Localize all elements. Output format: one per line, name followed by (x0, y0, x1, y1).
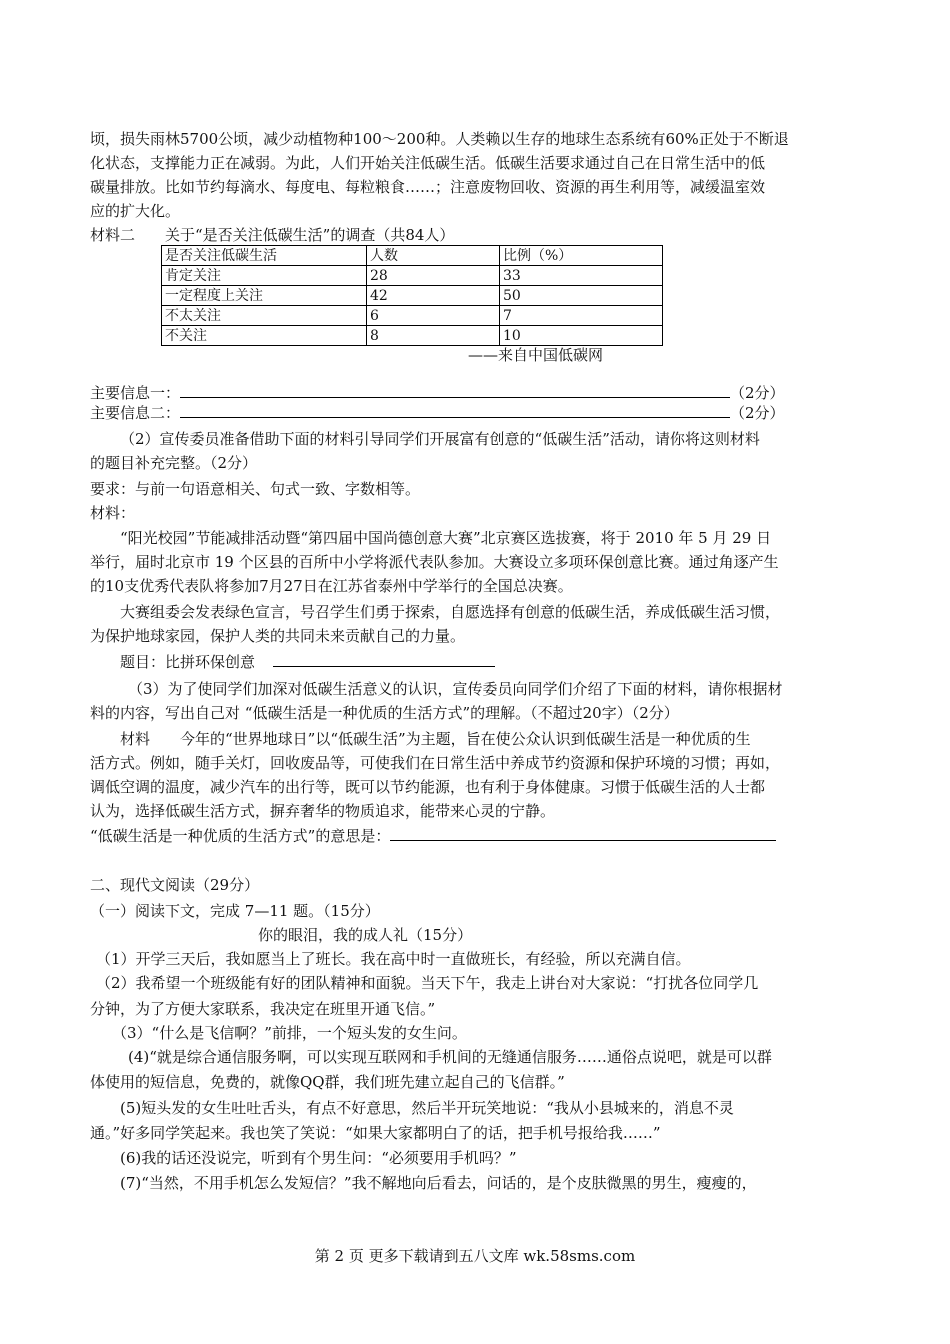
table-cell: 33 (500, 266, 663, 286)
table-row (162, 326, 663, 346)
header-cell: 是否关注低碳生活 (162, 246, 367, 266)
article-para-4b: 体使用的短信息，免费的，就像QQ群，我们班先建立起自己的飞信群。” (90, 1073, 565, 1091)
q2-p2-line-1: 大赛组委会发表绿色宣言，号召学生们勇于探索，自愿选择有创意的低碳生活，养成低碳生活习惯， (120, 603, 781, 621)
table-cell: 10 (500, 326, 663, 346)
section2-heading: 二、现代文阅读（29分） (90, 876, 260, 894)
material2-label: 材料二 关于“是否关注低碳生活”的调查（共84人） (90, 226, 455, 244)
info1-label: 主要信息一： (90, 384, 181, 402)
info1-row (90, 382, 785, 404)
q2-material-label: 材料： (90, 504, 136, 522)
article-para-4a: (4)“就是综合通信服务啊，可以实现互联网和手机间的无缝通信服务……通俗点说吧，就是可以群 (128, 1048, 772, 1066)
table-cell: 8 (367, 326, 500, 346)
q3-material-line-3: 调低空调的温度，减少汽车的出行等，既可以节约能源，也有利于身体健康。习惯于低碳生活的人士都 (90, 778, 766, 796)
info2-answer-blank[interactable] (180, 402, 730, 418)
info2-row (90, 402, 785, 424)
q2-p2-line-2: 为保护地球家园，保护人类的共同未来贡献自己的力量。 (90, 627, 466, 645)
q2-topic: 题目：比拼环保创意 (120, 653, 256, 671)
article-para-2a: （2）我希望一个班级能有好的团队精神和面貌。当天下午，我走上讲台对大家说：“打扰各位同学几 (96, 974, 759, 992)
article-para-5b: 通。”好多同学笑起来。我也笑了笑说：“如果大家都明白了的话，把手机号报给我……” (90, 1124, 661, 1142)
table-cell: 28 (367, 266, 500, 286)
table-cell: 7 (500, 306, 663, 326)
article-para-7: (7)“当然，不用手机怎么发短信？”我不解地向后看去，问话的，是个皮肤微黑的男生，瘦瘦的， (120, 1174, 757, 1192)
table-cell: 一定程度上关注 (162, 286, 367, 306)
header-cell: 比例（%） (500, 246, 663, 266)
article-para-3: （3）“什么是飞信啊？”前排，一个短头发的女生问。 (112, 1024, 467, 1042)
q2-p1-line-2: 举行，届时北京市 19 个区县的百所中小学将派代表队参加。大赛设立多项环保创意比赛。通过角逐产生 (90, 553, 779, 571)
q2-topic-blank[interactable] (273, 651, 495, 667)
q2-p1-line-1: “阳光校园”节能减排活动暨“第四届中国尚德创意大赛”北京赛区选拔赛，将于 2010 年 5 月 29 日 (120, 529, 772, 547)
q2-p1-line-3: 的10支优秀代表队将参加7月27日在江苏省泰州中学举行的全国总决赛。 (90, 577, 573, 595)
q3-material-line-4: 认为，选择低碳生活方式，摒弃奢华的物质追求，能带来心灵的宁静。 (90, 802, 556, 820)
q3-material-line-2: 活方式。例如，随手关灯，回收废品等，可使我们在日常生活中养成节约资源和保护环境的习惯；再如， (90, 754, 781, 772)
q3-line-1: （3）为了使同学们加深对低碳生活意义的认识，宣传委员向同学们介绍了下面的材料，请你根据材 (128, 680, 783, 698)
section2-sub: （一）阅读下文，完成 7—11 题。（15分） (90, 902, 380, 920)
table-cell: 不太关注 (162, 306, 367, 326)
q2-topic-row (120, 651, 495, 673)
article-para-6: (6)我的话还没说完，听到有个男生问：“必须要用手机吗？” (120, 1149, 517, 1167)
q3-answer-label: “低碳生活是一种优质的生活方式”的意思是： (90, 827, 391, 845)
q2-line-2: 的题目补充完整。（2分） (90, 454, 258, 472)
table-cell: 42 (367, 286, 500, 306)
info1-score: （2分） (730, 384, 785, 402)
q3-answer-row (90, 825, 776, 847)
table-row (162, 266, 663, 286)
intro-line-3: 碳量排放。比如节约每滴水、每度电、每粒粮食……；注意废物回收、资源的再生利用等，减缓温室效 (90, 178, 766, 196)
table-source: ——来自中国低碳网 (468, 346, 604, 364)
info2-score: （2分） (730, 404, 785, 422)
article-para-5a: (5)短头发的女生吐吐舌头，有点不好意思，然后半开玩笑地说：“我从小县城来的，消息不灵 (120, 1099, 734, 1117)
q2-line-1: （2）宣传委员准备借助下面的材料引导同学们开展富有创意的“低碳生活”活动，请你将这则材料 (120, 430, 760, 448)
survey-table (161, 245, 663, 346)
q2-requirement: 要求：与前一句语意相关、句式一致、字数相等。 (90, 480, 421, 498)
page-footer: 第 2 页 更多下载请到五八文库 wk.58sms.com (314, 1247, 636, 1265)
header-cell: 人数 (367, 246, 500, 266)
table-cell: 不关注 (162, 326, 367, 346)
table-cell: 肯定关注 (162, 266, 367, 286)
intro-line-1: 顷，损失雨林5700公顷，减少动植物种100～200种。人类赖以生存的地球生态系统有60%正处于不断退 (90, 130, 789, 148)
intro-line-4: 应的扩大化。 (90, 202, 181, 220)
article-para-1: （1）开学三天后，我如愿当上了班长。我在高中时一直做班长，有经验，所以充满自信。 (96, 950, 691, 968)
intro-line-2: 化状态，支撑能力正在减弱。为此，人们开始关注低碳生活。低碳生活要求通过自己在日常生活中的低 (90, 154, 766, 172)
table-header-row (162, 246, 663, 266)
table-row (162, 306, 663, 326)
info2-label: 主要信息二： (90, 404, 181, 422)
info1-answer-blank[interactable] (180, 382, 730, 398)
article-para-2b: 分钟，为了方便大家联系，我决定在班里开通飞信。” (90, 1000, 436, 1018)
q3-line-2: 料的内容，写出自己对 “低碳生活是一种优质的生活方式”的理解。（不超过20字）（2分） (90, 704, 679, 722)
table-row (162, 286, 663, 306)
q3-material-line-1: 材料 今年的“世界地球日”以“低碳生活”为主题，旨在使公众认识到低碳生活是一种优质的生 (120, 730, 751, 748)
table-cell: 6 (367, 306, 500, 326)
table-cell: 50 (500, 286, 663, 306)
q3-answer-blank[interactable] (390, 825, 776, 841)
article-title: 你的眼泪，我的成人礼（15分） (258, 926, 473, 944)
